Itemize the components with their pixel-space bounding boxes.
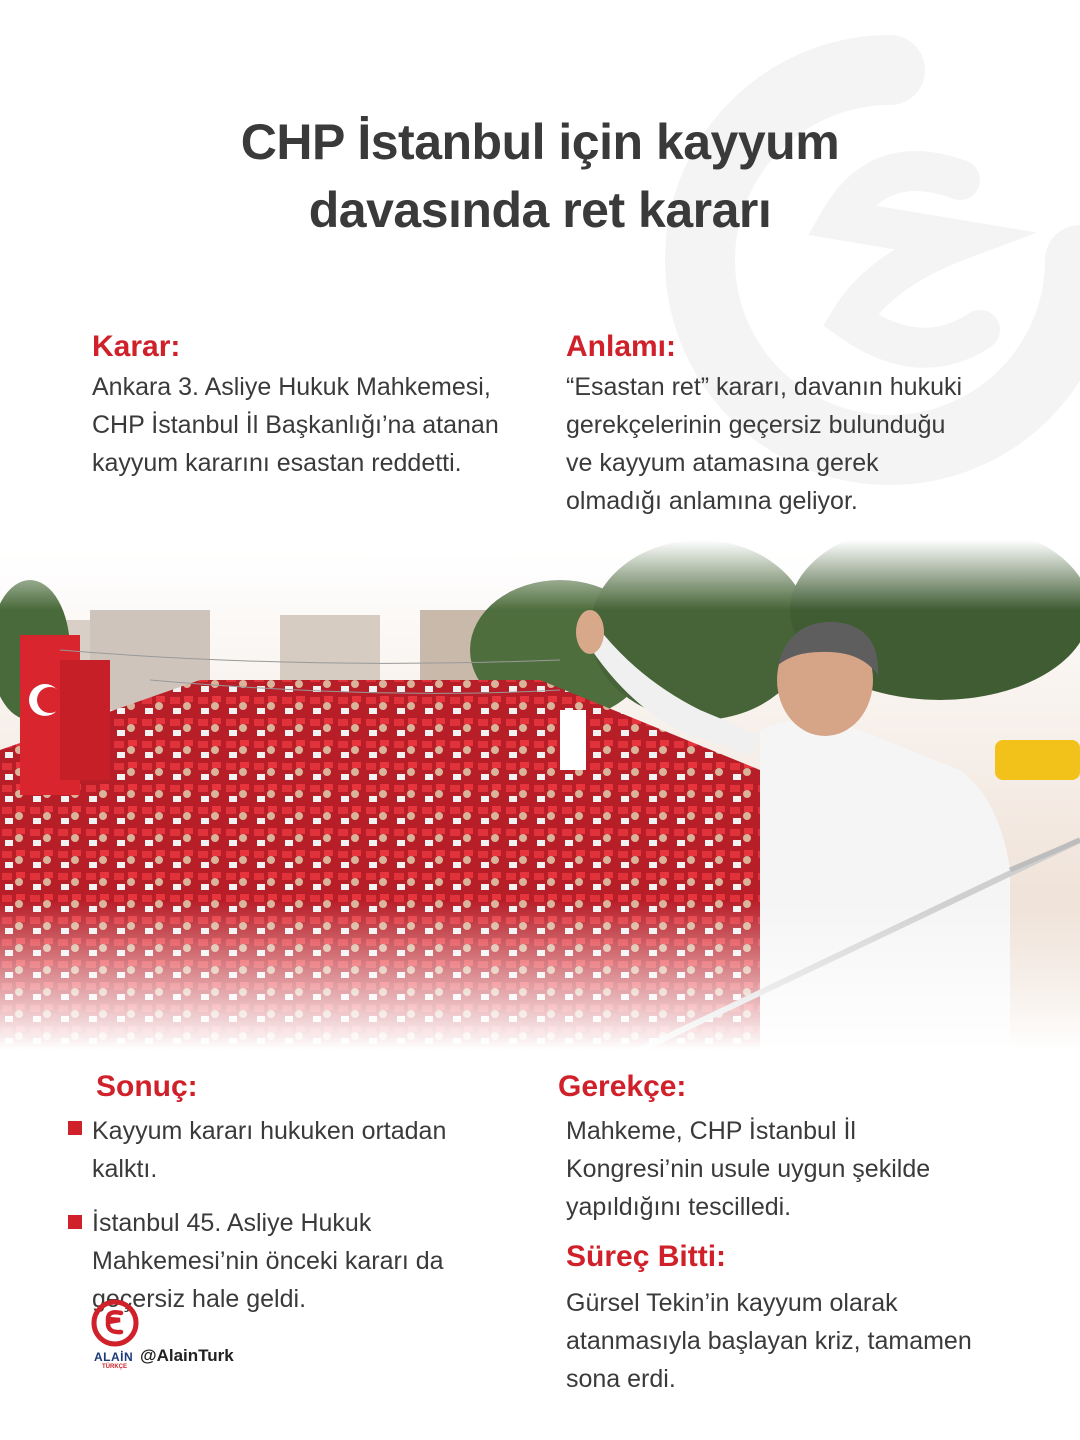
gerekce-line: Kongresi’nin usule uygun şekilde: [566, 1155, 931, 1183]
surec-line: Gürsel Tekin’in kayyum olarak: [566, 1289, 898, 1317]
surec-line: sona erdi.: [566, 1365, 676, 1393]
sonuc-bullet-line: Mahkemesi’nin önceki kararı da: [92, 1247, 444, 1275]
surec-line: atanmasıyla başlayan kriz, tamamen: [566, 1327, 972, 1355]
page-title: [0, 108, 1080, 244]
karar-line: kayyum kararını esastan reddetti.: [92, 449, 462, 477]
anlami-text: [566, 368, 962, 520]
title-line-2: davasında ret kararı: [308, 182, 772, 238]
sonuc-bullet-line: kalktı.: [92, 1155, 158, 1183]
sonuc-bullet-line: İstanbul 45. Asliye Hukuk: [92, 1209, 372, 1237]
crowd-rally-photo: [0, 540, 1080, 1050]
alain-logo-icon: [90, 1298, 140, 1348]
sonuc-bullet-line: Kayyum kararı hukuken ortadan: [92, 1117, 447, 1145]
gerekce-line: Mahkeme, CHP İstanbul İl: [566, 1117, 856, 1145]
sonuc-bullet-2: [92, 1204, 444, 1318]
title-line-1: CHP İstanbul için kayyum: [240, 114, 840, 170]
karar-line: Ankara 3. Asliye Hukuk Mahkemesi,: [92, 373, 491, 401]
gerekce-line: yapıldığını tescilledi.: [566, 1193, 792, 1221]
sonuc-bullet-1: [92, 1112, 446, 1188]
gerekce-text: [566, 1112, 930, 1226]
karar-heading: Karar:: [92, 330, 181, 363]
anlami-line: olmadığı anlamına geliyor.: [566, 487, 858, 515]
logo-sub: TÜRKÇE: [102, 1364, 127, 1370]
surec-text: [566, 1284, 972, 1398]
logo-word: ALAİN: [94, 1350, 134, 1364]
surec-heading: Süreç Bitti:: [566, 1240, 727, 1273]
anlami-line: “Esastan ret” kararı, davanın hukuki: [566, 373, 963, 401]
bullet-square-icon: [68, 1215, 82, 1229]
sonuc-heading: Sonuç:: [96, 1070, 198, 1103]
karar-text: [92, 368, 499, 482]
sonuc-bullet-line: geçersiz hale geldi.: [92, 1285, 307, 1313]
anlami-heading: Anlamı:: [566, 330, 677, 363]
gerekce-heading: Gerekçe:: [558, 1070, 687, 1103]
bullet-square-icon: [68, 1121, 82, 1135]
karar-line: CHP İstanbul İl Başkanlığı’na atanan: [92, 411, 499, 439]
anlami-line: gerekçelerinin geçersiz bulunduğu: [566, 411, 946, 439]
anlami-line: ve kayyum atamasına gerek: [566, 449, 879, 477]
social-handle: @AlainTurk: [140, 1346, 234, 1365]
